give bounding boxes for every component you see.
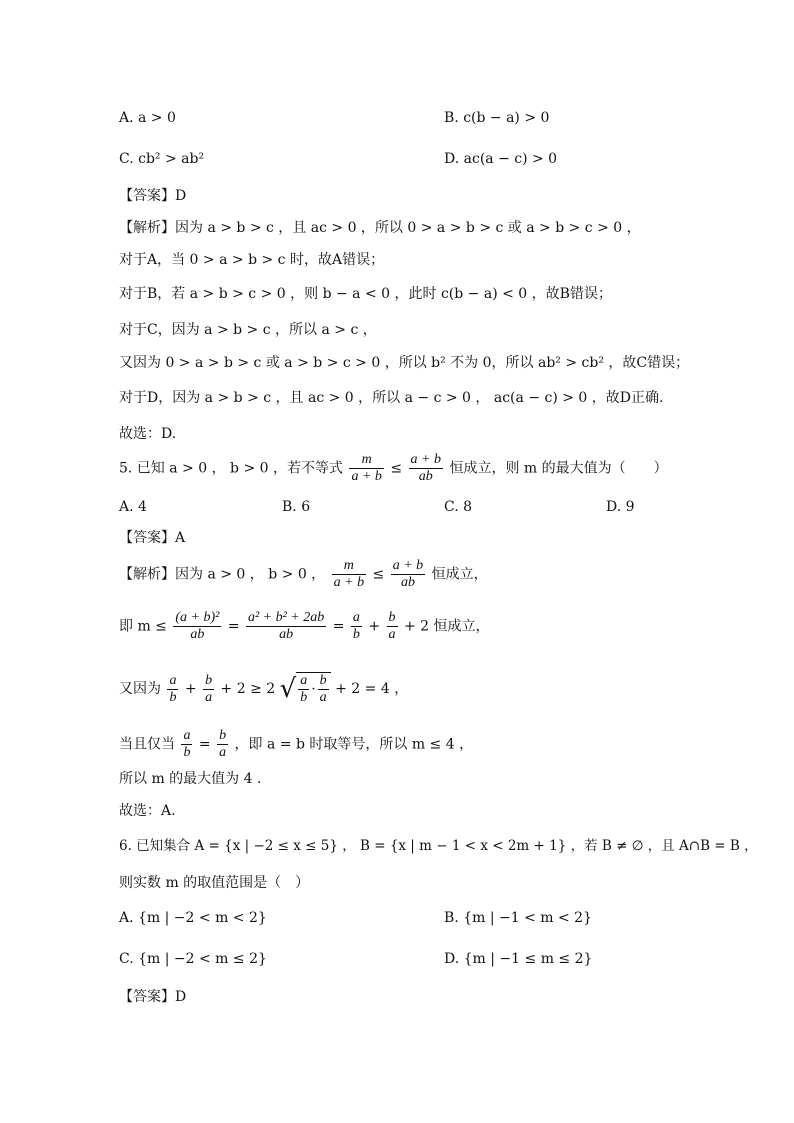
q5-stem-part: 5. 已知 a > 0 ， b > 0 ，若不等式 (119, 460, 343, 477)
q5-analysis-line: 故选：A. (119, 803, 176, 819)
fraction-b-over-a: $\frac{b}{a}$ (205, 672, 213, 705)
q5-analysis-line: 又因为 $\frac{a}{b}$ + $\frac{b}{a}$ + 2 ≥ 2 √ $\frac{a}{b}$ · $\frac{b}{a}$ + 2 = 4 ， (119, 672, 409, 705)
q4-option-c: C. cb² > ab² (119, 151, 205, 167)
q5-stem-part: 恒成立，则 m 的最大值为（ ） (449, 460, 668, 477)
q5-option-c: C. 8 (444, 499, 473, 515)
q5-analysis-line: 即 m ≤ $\frac{\text{(a + b)²}}{ab}$ = $\frac{\text{a² + b² + 2ab}}{ab}$ = $\frac{a}{b}$ + $\frac{b}{a}$ + 2 恒成立， (119, 610, 490, 642)
q6-option-b: B. {m | −1 < m < 2} (444, 910, 592, 926)
q5-analysis-part: 当且仅当 (119, 736, 175, 753)
q4-option-d: D. ac(a − c) > 0 (444, 151, 558, 167)
q6-option-d: D. {m | −1 ≤ m ≤ 2} (444, 951, 593, 967)
q5-analysis-line: 【解析】因为 a > 0 ， b > 0 ， $\frac{m}{a + b}$ ≤ $\frac{a + b}{ab}$ 恒成立， (119, 558, 488, 590)
q5-option-d: D. 9 (606, 499, 635, 515)
q5-analysis-line: 所以 m 的最大值为 4 . (119, 771, 262, 787)
q4-analysis-line: 又因为 0 > a > b > c 或 a > b > c > 0 ，所以 b² 不为 0，所以 ab² > cb² ，故C错误； (119, 355, 690, 371)
fraction-a-plus-b-over-ab: $\frac{a + b}{ab}$ (410, 452, 441, 484)
fraction-m-over-a-plus-b: $\frac{m}{a + b}$ (333, 558, 365, 590)
fraction-a-plus-b-over-ab: $\frac{a + b}{ab}$ (392, 558, 424, 590)
fraction-m-over-a-plus-b: $\frac{m}{a + b}$ (351, 452, 382, 484)
q6-option-a: A. {m | −2 < m < 2} (119, 910, 267, 926)
q5-analysis-part: 又因为 (119, 681, 161, 697)
fraction-a-over-b: $\frac{a}{b}$ (169, 672, 177, 705)
fraction-expanded-over-ab: $\frac{\text{a² + b² + 2ab}}{ab}$ (247, 610, 325, 642)
q5-option-a: A. 4 (119, 499, 147, 515)
q4-analysis-line: 对于C，因为 a > b > c ，所以 a > c ， (119, 322, 377, 338)
q5-analysis-part: + 2 = 4 ， (335, 681, 409, 697)
q5-stem: 5. 已知 a > 0 ， b > 0 ，若不等式 $\frac{m}{a + b}$ ≤ $\frac{a + b}{ab}$ 恒成立，则 m 的最大值为（ ） (119, 452, 668, 484)
q4-analysis-line: 对于A，当 0 > a > b > c 时，故A错误； (119, 252, 385, 268)
q5-answer: 【答案】A (119, 530, 186, 546)
q6-option-c: C. {m | −2 < m ≤ 2} (119, 951, 267, 967)
q5-analysis-part: ，即 a = b 时取等号，所以 m ≤ 4 ， (234, 736, 474, 753)
q5-option-b: B. 6 (282, 499, 311, 515)
square-root: √ $\frac{a}{b}$ · $\frac{b}{a}$ (280, 672, 331, 706)
fraction-b-over-a: $\frac{b}{a}$ (388, 610, 396, 642)
q5-analysis-part: 【解析】因为 a > 0 ， b > 0 ， (119, 566, 326, 583)
q5-analysis-part: 恒成立， (431, 566, 488, 583)
q6-stem: 6. 已知集合 A = {x | −2 ≤ x ≤ 5} ， B = {x | m − 1 < x < 2m + 1} ，若 B ≠ ∅ ，且 A∩B = B ， (119, 838, 758, 854)
q4-analysis-line: 【解析】因为 a > b > c ，且 ac > 0 ，所以 0 > a > b > c 或 a > b > c > 0 ， (119, 220, 641, 236)
q5-analysis-part: + 2 ≥ 2 (220, 681, 276, 697)
q4-option-a: A. a > 0 (119, 110, 176, 126)
q4-option-b: B. c(b − a) > 0 (444, 110, 550, 126)
fraction-a-over-b: $\frac{a}{b}$ (183, 728, 191, 760)
q5-analysis-line: 当且仅当 $\frac{a}{b}$ = $\frac{b}{a}$ ，即 a = b 时取等号，所以 m ≤ 4 ， (119, 728, 474, 760)
q4-analysis-line: 对于D，因为 a > b > c ，且 ac > 0 ，所以 a − c > 0 ， ac(a − c) > 0 ，故D正确. (119, 390, 664, 406)
q5-analysis-part: + 2 恒成立， (404, 618, 490, 635)
q6-stem: 则实数 m 的取值范围是（ ） (119, 875, 310, 891)
q6-answer: 【答案】D (119, 989, 187, 1005)
q4-analysis-line: 对于B，若 a > b > c > 0 ，则 b − a < 0 ，此时 c(b − a) < 0 ，故B错误； (119, 286, 612, 302)
q4-answer: 【答案】D (119, 188, 187, 204)
fraction-b-over-a: $\frac{b}{a}$ (219, 728, 227, 760)
q5-analysis-part: 即 m ≤ (119, 618, 167, 635)
fraction-a-over-b: $\frac{a}{b}$ (352, 610, 360, 642)
q4-analysis-line: 故选：D. (119, 426, 177, 442)
fraction-square-over-ab: $\frac{\text{(a + b)²}}{ab}$ (175, 610, 220, 642)
